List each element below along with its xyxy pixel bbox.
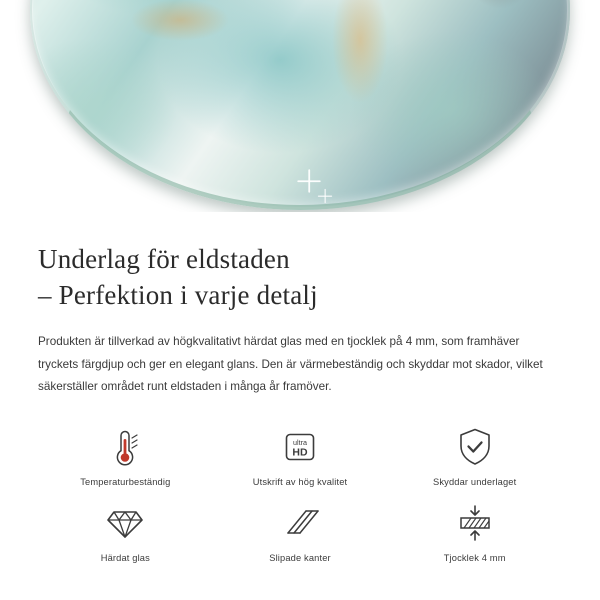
feature-label: Härdat glas bbox=[100, 552, 150, 563]
feature-item-temperature bbox=[38, 425, 213, 487]
thickness-arrows-icon bbox=[454, 501, 496, 545]
product-image-round-glass-plate bbox=[30, 0, 570, 210]
polished-edges-icon bbox=[280, 501, 320, 545]
diamond-icon bbox=[104, 501, 146, 545]
svg-text:ultra: ultra bbox=[292, 437, 307, 447]
hero-image bbox=[0, 0, 600, 212]
product-description: Produkten är tillverkad av högkvalitativt härdat glas med en tjocklek på 4 mm, som framhäver tryckets färgdjup och ger en elegant glans. Den är värmebeständig och skyddar mot skador, vilket säkerställer området runt eldstaden i många år framöver. bbox=[38, 335, 543, 394]
feature-item-polished-edges bbox=[213, 501, 388, 563]
shield-check-icon bbox=[455, 425, 495, 469]
feature-grid bbox=[38, 425, 562, 563]
content-section bbox=[0, 212, 600, 563]
feature-label: Slipade kanter bbox=[269, 552, 331, 563]
feature-label: Temperaturbeständig bbox=[80, 476, 171, 487]
feature-label: Utskrift av hög kvalitet bbox=[252, 476, 348, 487]
feature-item-print-quality bbox=[213, 425, 388, 487]
page-title bbox=[38, 242, 562, 313]
feature-item-thickness bbox=[387, 501, 562, 563]
svg-text:HD: HD bbox=[292, 446, 308, 459]
thermometer-icon bbox=[106, 425, 144, 469]
feature-item-tempered-glass bbox=[38, 501, 213, 563]
feature-label: Skyddar underlaget bbox=[433, 476, 517, 487]
ultra-hd-icon bbox=[280, 425, 320, 469]
page-title-line-1: Underlag för eldstaden bbox=[38, 244, 290, 274]
page-title-line-2: – Perfektion i varje detalj bbox=[38, 279, 318, 310]
feature-item-protection bbox=[387, 425, 562, 487]
feature-label: Tjocklek 4 mm bbox=[443, 552, 506, 563]
